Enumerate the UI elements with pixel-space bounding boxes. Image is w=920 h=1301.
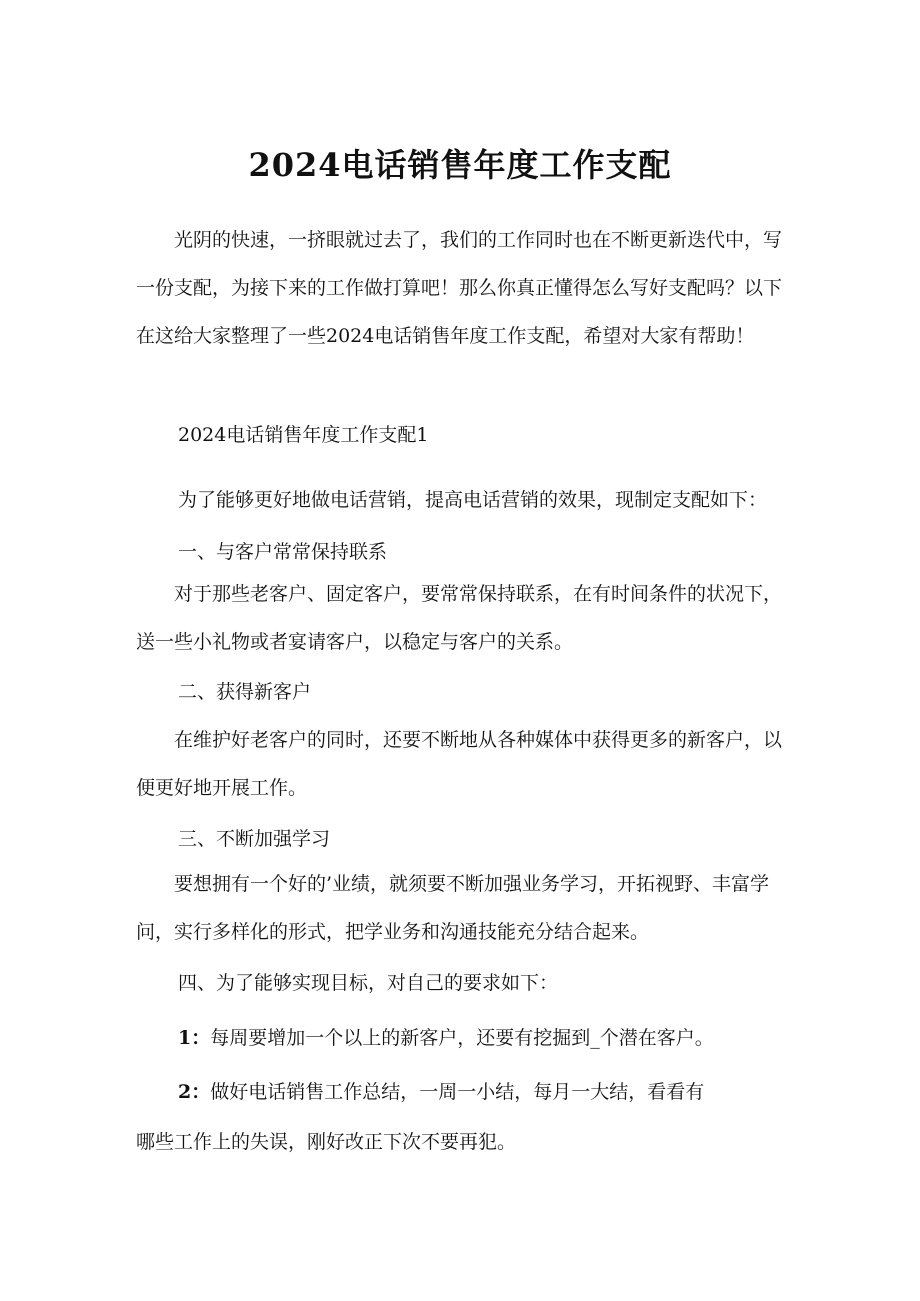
paragraph-contact-customers: 对于那些老客户、固定客户，要常常保持联系，在有时间条件的状况下，送一些小礼物或者宴请客户，以稳定与客户的关系。 bbox=[136, 583, 783, 653]
list-item-continuation: 哪些工作上的失误，刚好改正下次不要再犯。 bbox=[136, 1131, 517, 1153]
list-item-number: 1： bbox=[178, 1027, 211, 1049]
paragraph-learning: 要想拥有一个好的’业绩，就须要不断加强业务学习，开拓视野、丰富学问，实行多样化的形式，把学业务和沟通技能充分结合起来。 bbox=[136, 873, 770, 943]
list-item-number: 2： bbox=[178, 1081, 211, 1103]
heading-requirements: 四、为了能够实现目标，对自己的要求如下： bbox=[178, 972, 559, 994]
paragraph-new-customers: 在维护好老客户的同时，还要不断地从各种媒体中获得更多的新客户，以便更好地开展工作。 bbox=[136, 729, 783, 799]
heading-contact-customers: 一、与客户常常保持联系 bbox=[178, 541, 388, 563]
list-item-text: 做好电话销售工作总结，一周一小结，每月一大结，看看有 bbox=[210, 1081, 705, 1103]
heading-learning: 三、不断加强学习 bbox=[178, 828, 331, 850]
section-title: 2024电话销售年度工作支配1 bbox=[178, 424, 429, 446]
heading-new-customers: 二、获得新客户 bbox=[178, 681, 312, 703]
document-title: 2024电话销售年度工作支配 bbox=[248, 146, 672, 184]
list-item bbox=[178, 1023, 714, 1053]
lead-paragraph: 为了能够更好地做电话营销，提高电话营销的效果，现制定支配如下： bbox=[178, 489, 768, 511]
intro-paragraph: 光阴的快速，一挤眼就过去了，我们的工作同时也在不断更新迭代中，写一份支配，为接下来的工作做打算吧！那么你真正懂得怎么写好支配吗？以下在这给大家整理了一些2024电话销售年度工作支配，希望对大家有帮助！ bbox=[136, 229, 783, 347]
list-item bbox=[178, 1077, 704, 1107]
list-item-text: 每周要增加一个以上的新客户，还要有挖掘到_个潜在客户。 bbox=[210, 1027, 714, 1049]
